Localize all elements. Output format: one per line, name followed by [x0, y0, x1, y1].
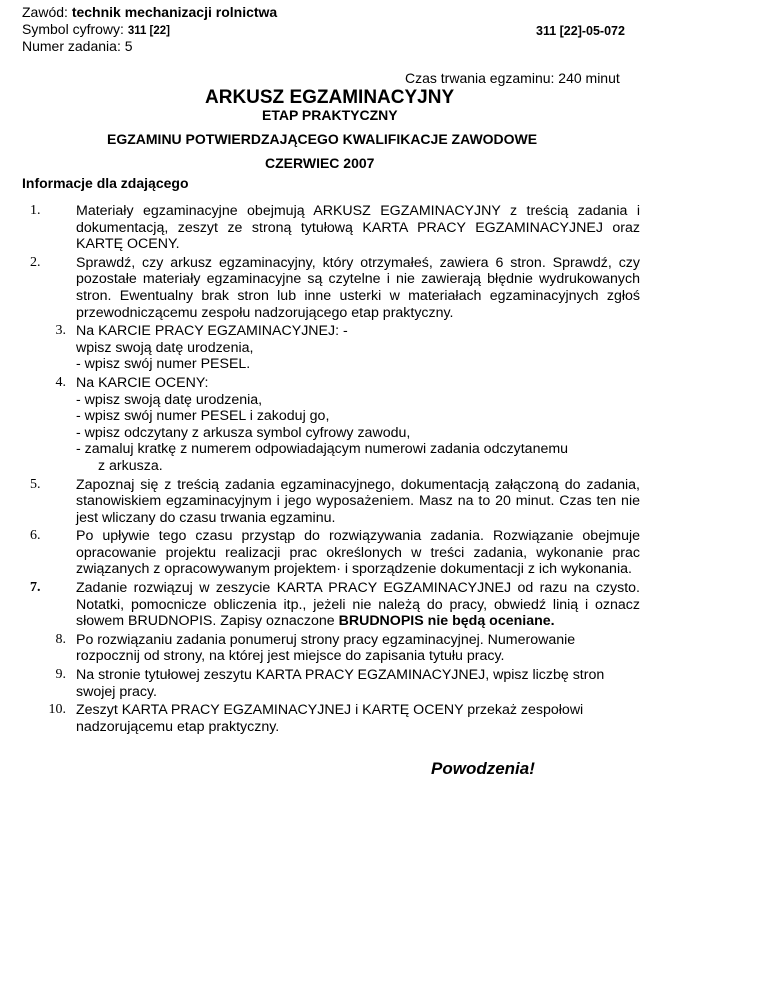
- task-number-line: [22, 38, 133, 55]
- list-item: [30, 580, 640, 630]
- list-item: [30, 702, 640, 735]
- list-item: [30, 323, 640, 373]
- list-item: [30, 203, 640, 253]
- symbol-label: Symbol cyfrowy:: [22, 21, 124, 37]
- item-line: - wpisz odczytany z arkusza symbol cyfrowy zawodu,: [76, 424, 411, 441]
- task-value: 5: [124, 38, 133, 54]
- closing-message: Powodzenia!: [431, 759, 535, 778]
- item-line: - zamaluj kratkę z numerem odpowiadającym numerowi zadania odczytanemu: [76, 441, 569, 458]
- item-number: 4.: [55, 374, 66, 390]
- item-line: - wpisz swoją datę urodzenia,: [76, 391, 263, 408]
- exam-date: CZERWIEC 2007: [265, 155, 375, 171]
- occupation-label: Zawód:: [22, 4, 68, 20]
- item-line: z arkusza.: [98, 457, 163, 474]
- item-text: Sprawdź, czy arkusz egzaminacyjny, który otrzymałeś, zawiera 6 stron. Sprawdź, czy pozostałe materiały egzaminacyjne są czytelne i nie zawierają błędnie wydrukowanych stron. Ewentualny brak stron lub inne usterki w materiałach egzaminacyjnych zgłoś przewodniczącemu zespołu nadzorującego etap praktyczny.: [76, 254, 640, 321]
- list-item: [30, 667, 640, 700]
- page-title: ARKUSZ EGZAMINACYJNY: [205, 87, 455, 108]
- item-text-bold: BRUDNOPIS nie będą oceniane.: [338, 613, 555, 630]
- item-line: Na KARCIE PRACY EGZAMINACYJNEJ: -: [76, 323, 348, 340]
- item-line: Na KARCIE OCENY:: [76, 374, 209, 391]
- occupation-line: [22, 4, 277, 21]
- item-text: Po rozwiązaniu zadania ponumeruj strony pracy egzaminacyjnej. Numerowanie rozpocznij od strony, na której jest miejsce do zapisania tytułu pracy.: [76, 631, 576, 665]
- occupation-value: technik mechanizacji rolnictwa: [71, 4, 278, 20]
- item-number: 5.: [30, 476, 41, 492]
- item-number: 2.: [30, 254, 41, 270]
- item-text: Zadanie rozwiązuj w zeszycie KARTA PRACY EGZAMINACYJNEJ od razu na czysto. Notatki, pomocnicze obliczenia itp., jeżeli nie należą do pracy, obwiedź linią i oznacz słowem BRUDNOPIS. Zapisy oznaczone: [76, 580, 640, 630]
- item-number: 6.: [30, 528, 41, 544]
- exam-code: 311 [22]-05-072: [536, 24, 625, 38]
- list-item: [30, 255, 640, 321]
- item-number: 8.: [55, 631, 66, 647]
- item-number: 3.: [55, 323, 66, 339]
- stage-title: ETAP PRAKTYCZNY: [262, 107, 398, 123]
- item-text: Na stronie tytułowej zeszytu KARTA PRACY EGZAMINACYJNEJ, wpisz liczbę stron swojej pracy.: [76, 667, 605, 700]
- item-line: - wpisz swój numer PESEL.: [76, 356, 251, 373]
- list-item: [30, 375, 640, 475]
- item-text: Po upływie tego czasu przystąp do rozwiązywania zadania. Rozwiązanie obejmuje opracowanie projektu realizacji prac określonych w treści zadania, wykonanie prac związanych z opracowywanym projektem· i sporządzenie dokumentacji z ich wykonania.: [76, 528, 640, 578]
- list-item: [30, 632, 640, 665]
- item-text: Zapoznaj się z treścią zadania egzaminacyjnego, dokumentacją załączoną do zadania, stanowiskiem egzaminacyjnym i jego wyposażeniem. Masz na to 20 minut. Czas ten nie jest wliczany do czasu trwania egzaminu.: [76, 476, 640, 526]
- list-item: [30, 528, 640, 578]
- instructions-list: [30, 203, 640, 737]
- item-line: wpisz swoją datę urodzenia,: [76, 339, 254, 356]
- item-text: Materiały egzaminacyjne obejmują ARKUSZ EGZAMINACYJNY z treścią zadania i dokumentacją, zeszyt ze stroną tytułową KARTA PRACY EGZAMINACYJNEJ oraz KARTĘ OCENY.: [76, 203, 640, 253]
- info-heading: Informacje dla zdającego: [22, 175, 189, 191]
- item-line: - wpisz swój numer PESEL i zakoduj go,: [76, 408, 330, 425]
- item-number: 1.: [30, 203, 41, 218]
- task-label: Numer zadania:: [22, 38, 121, 54]
- item-text: Zeszyt KARTA PRACY EGZAMINACYJNEJ i KARTĘ OCENY przekaż zespołowi nadzorującemu etap praktyczny.: [76, 702, 584, 735]
- exam-subtitle: EGZAMINU POTWIERDZAJĄCEGO KWALIFIKACJE ZAWODOWE: [107, 131, 538, 147]
- symbol-value: 311 [22]: [127, 25, 171, 37]
- item-number: 9.: [55, 667, 66, 683]
- item-number: 10.: [48, 702, 66, 718]
- exam-duration: Czas trwania egzaminu: 240 minut: [405, 70, 620, 86]
- item-number: 7.: [30, 580, 41, 596]
- list-item: [30, 477, 640, 527]
